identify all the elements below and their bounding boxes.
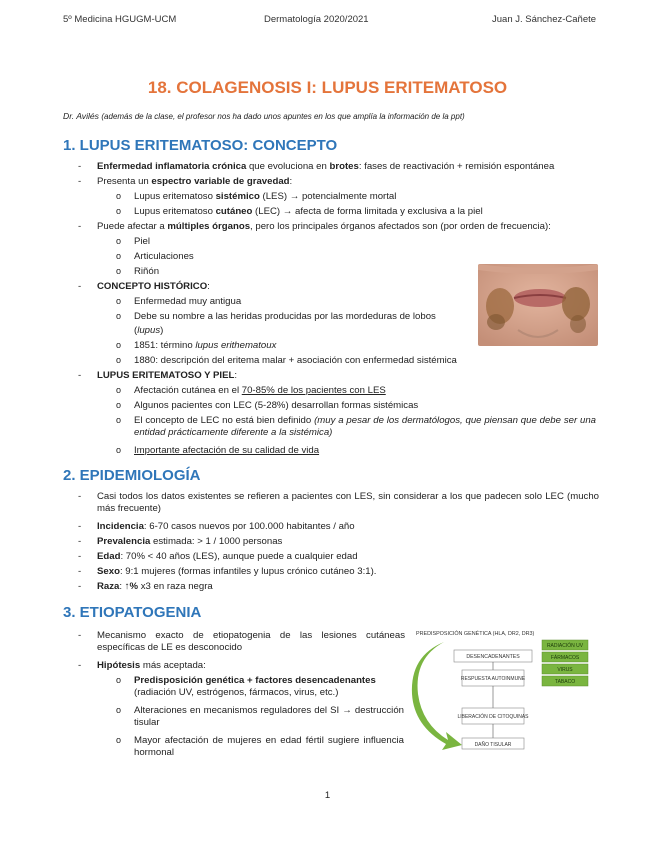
bullet-dash: - xyxy=(78,176,82,187)
list-item: Casi todos los datos existentes se refieren a pacientes con LES, sin considerar a los que padecen solo LEC (mucho más frecuente) xyxy=(97,491,599,514)
bullet-circle: o xyxy=(116,445,122,455)
list-item: Alteraciones en mecanismos reguladores del SI → destrucción tisular xyxy=(134,705,404,728)
intro-note: (además de la clase, el profesor nos ha dado unos apuntes en los que amplía la información de la ppt) xyxy=(101,112,465,121)
bullet-dash: - xyxy=(78,581,82,592)
bullet-circle: o xyxy=(116,400,122,410)
factor-label: VIRUS xyxy=(557,667,573,673)
bullet-circle: o xyxy=(116,266,122,276)
bullet-dash: - xyxy=(78,536,82,547)
list-item: 1851: término lupus erithematoux xyxy=(134,340,277,351)
list-item: Incidencia: 6-70 casos nuevos por 100.000 habitantes / año xyxy=(97,521,355,532)
bullet-circle: o xyxy=(116,296,122,306)
malar-rash-photo xyxy=(478,264,598,346)
diagram-box-label: LIBERACIÓN DE CITOQUINAS xyxy=(457,714,529,720)
list-item: Piel xyxy=(134,236,150,247)
factor-label: FÁRMACOS xyxy=(550,655,580,661)
bullet-circle: o xyxy=(116,206,122,216)
intro xyxy=(63,111,465,121)
bullet-circle: o xyxy=(116,236,122,246)
header-right: Juan J. Sánchez-Cañete xyxy=(492,14,597,25)
list-item: Lupus eritematoso cutáneo (LEC) → afecta de forma limitada y exclusiva a la piel xyxy=(134,206,483,217)
diagram-box-label: DAÑO TISULAR xyxy=(474,742,512,748)
list-item: Afectación cutánea en el 70-85% de los pacientes con LES xyxy=(134,385,386,396)
section-heading-concepto: 1. LUPUS ERITEMATOSO: CONCEPTO xyxy=(63,137,338,154)
list-item: Algunos pacientes con LEC (5-28%) desarrollan formas sistémicas xyxy=(134,400,419,411)
list-item: Mayor afectación de mujeres en edad fértil sugiere influencia hormonal xyxy=(134,735,404,758)
header-left: 5º Medicina HGUGM-UCM xyxy=(63,14,177,25)
diagram-title: PREDISPOSICIÓN GENÉTICA (HLA, DR2, DR3) xyxy=(416,631,535,637)
list-item: Raza: ↑% x3 en raza negra xyxy=(97,581,213,592)
author: Dr. Avilés xyxy=(63,111,99,121)
list-item: LUPUS ERITEMATOSO Y PIEL: xyxy=(97,370,238,381)
bullet-circle: o xyxy=(116,251,122,261)
bullet-circle: o xyxy=(116,675,122,685)
page-number: 1 xyxy=(324,790,331,801)
bullet-dash: - xyxy=(78,521,82,532)
list-item: Puede afectar a múltiples órganos, pero los principales órganos afectados son (por orden de frecuencia): xyxy=(97,221,551,232)
list-item: Predisposición genética + factores desencadenantes (radiación UV, estrógenos, fármacos, virus, etc.) xyxy=(134,675,376,698)
diagram-box-label: DESENCADENANTES xyxy=(466,654,520,660)
section-heading-epidemiologia: 2. EPIDEMIOLOGÍA xyxy=(63,467,201,484)
list-item: Presenta un espectro variable de gravedad: xyxy=(97,176,293,187)
bullet-circle: o xyxy=(116,191,122,201)
factor-list xyxy=(542,640,588,686)
bullet-circle: o xyxy=(116,355,122,365)
bullet-dash: - xyxy=(78,660,82,671)
list-item: Sexo: 9:1 mujeres (formas infantiles y lupus crónico cutáneo 3:1). xyxy=(97,566,377,577)
list-item: Prevalencia estimada: > 1 / 1000 personas xyxy=(97,536,283,547)
list-item-continuation: (lupus) xyxy=(134,325,164,336)
header-center: Dermatología 2020/2021 xyxy=(264,14,369,25)
bullet-dash: - xyxy=(78,491,82,502)
page-title: 18. COLAGENOSIS I: LUPUS ERITEMATOSO xyxy=(147,78,508,97)
list-item: Articulaciones xyxy=(134,251,194,262)
bullet-dash: - xyxy=(78,566,82,577)
bullet-circle: o xyxy=(116,311,122,321)
list-item: 1880: descripción del eritema malar + asociación con enfermedad sistémica xyxy=(134,355,457,366)
bullet-dash: - xyxy=(78,221,82,232)
bullet-dash: - xyxy=(78,551,82,562)
list-item: Hipótesis más aceptada: xyxy=(97,660,206,671)
factor-label: TABACO xyxy=(554,679,576,685)
list-item: El concepto de LEC no está bien definido (muy a pesar de los dermatólogos, que piensan que debe ser una entidad prácticamente diferente a la sistémica) xyxy=(134,415,596,438)
etiopathogenesis-diagram xyxy=(410,628,600,754)
list-item: CONCEPTO HISTÓRICO: xyxy=(97,281,210,292)
list-item: Importante afectación de su calidad de vida xyxy=(134,445,320,456)
section-heading-etiopatogenia: 3. ETIOPATOGENIA xyxy=(63,604,202,621)
list-item: Lupus eritematoso sistémico (LES) → potencialmente mortal xyxy=(134,191,397,202)
factor-label: RADIACIÓN UV xyxy=(546,643,584,649)
diagram-box-label: RESPUESTA AUTOINMUNE xyxy=(460,676,526,682)
bullet-dash: - xyxy=(78,281,82,292)
list-item: Debe su nombre a las heridas producidas por las mordeduras de lobos xyxy=(134,311,436,322)
list-item: Enfermedad inflamatoria crónica que evoluciona en brotes: fases de reactivación + remisión espontánea xyxy=(97,161,555,172)
list-item: Edad: 70% < 40 años (LES), aunque puede a cualquier edad xyxy=(97,551,358,562)
list-item: Riñón xyxy=(134,266,160,277)
bullet-dash: - xyxy=(78,630,82,641)
bullet-dash: - xyxy=(78,161,82,172)
bullet-circle: o xyxy=(116,735,122,745)
bullet-circle: o xyxy=(116,705,122,715)
bullet-dash: - xyxy=(78,370,82,381)
list-item: Mecanismo exacto de etiopatogenia de las lesiones cutáneas específicas de LE es desconocido xyxy=(97,630,405,653)
bullet-circle: o xyxy=(116,385,122,395)
bullet-circle: o xyxy=(116,340,122,350)
bullet-circle: o xyxy=(116,415,122,425)
list-item: Enfermedad muy antigua xyxy=(134,296,242,307)
